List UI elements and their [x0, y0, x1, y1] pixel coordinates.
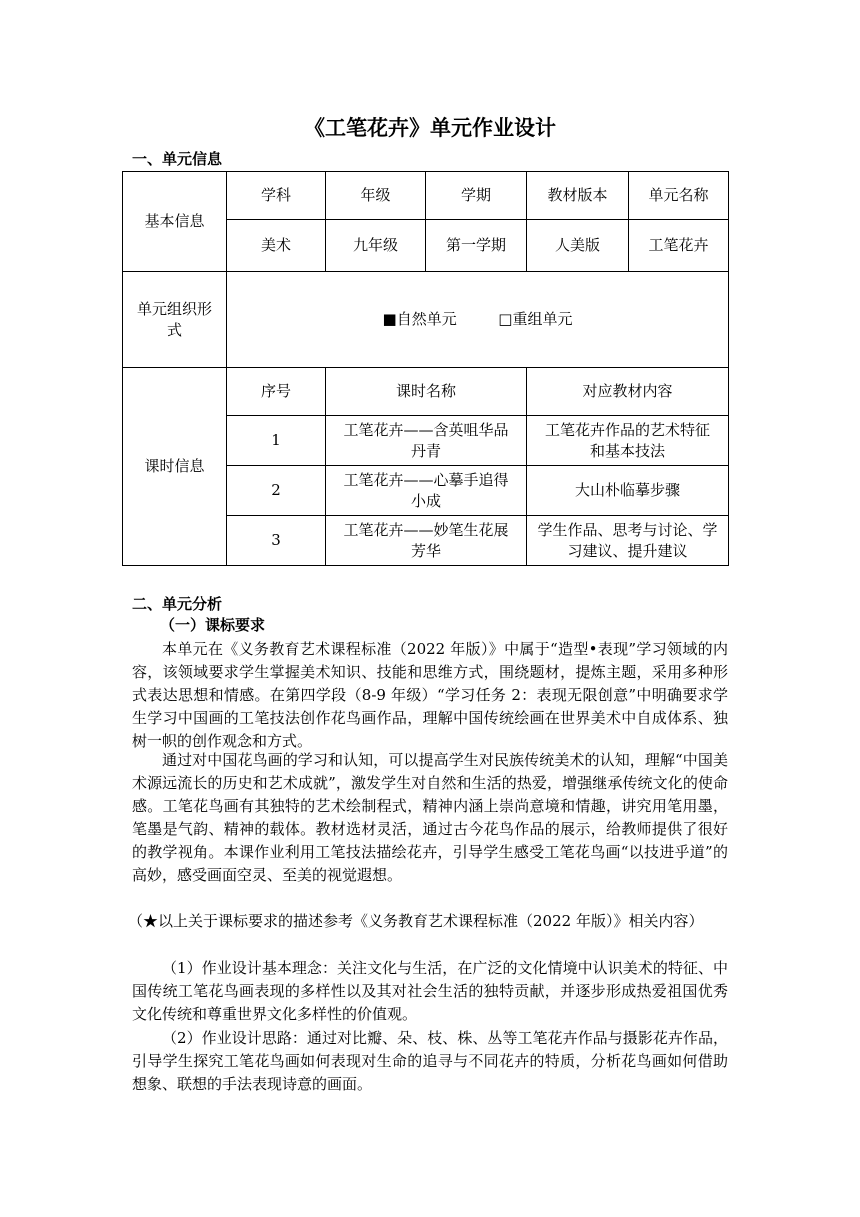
header-unit-name: 单元名称 — [629, 172, 729, 220]
lesson-no: 2 — [227, 466, 326, 516]
lesson-no: 3 — [227, 516, 326, 566]
page-title: 《工笔花卉》单元作业设计 — [304, 116, 556, 140]
lesson-content: 学生作品、思考与讨论、学习建议、提升建议 — [527, 516, 729, 566]
header-term: 学期 — [426, 172, 527, 220]
regrouped-unit-option — [498, 310, 572, 328]
section-heading-unit-info: 一、单元信息 — [132, 150, 223, 168]
lesson-info-label: 课时信息 — [123, 368, 227, 566]
reference-note: （★以上关于课标要求的描述参考《义务教育艺术课程标准（2022 年版）》相关内容） — [128, 912, 704, 930]
value-term: 第一学期 — [426, 220, 527, 272]
lesson-name: 工笔花卉——含英咀华品丹青 — [326, 416, 527, 466]
header-lesson-name: 课时名称 — [326, 368, 527, 416]
paragraph-curriculum-1: 本单元在《义务教育艺术课程标准（2022 年版）》中属于“造型•表现”学习领域的内容，该领域要求学生掌握美术知识、技能和思维方式，围绕题材，提炼主题，采用多种形式表达思想和情感。在第四学段（8-9 年级）“学习任务 2：表现无限创意”中明确要求学生学习中国画的工笔技法创作花鸟画作品，理解中国传统绘画在世界美术中自成体系、独树一帜的创作观念和方式。 — [132, 640, 728, 750]
basic-info-label: 基本信息 — [123, 172, 227, 272]
lesson-no: 1 — [227, 416, 326, 466]
paragraph-design-concept: （1）作业设计基本理念：关注文化与生活，在广泛的文化情境中认识美术的特征、中国传统工笔花鸟画表现的多样性以及其对社会生活的独特贡献，并逐步形成热爱祖国优秀文化传统和尊重世界文化多样性的价值观。 — [132, 959, 728, 1023]
organization-label: 单元组织形式 — [123, 272, 227, 368]
header-lesson-no: 序号 — [227, 368, 326, 416]
value-subject: 美术 — [227, 220, 326, 272]
paragraph-curriculum-2: 通过对中国花鸟画的学习和认知，可以提高学生对民族传统美术的认知，理解“中国美术源远流长的历史和艺术成就”，激发学生对自然和生活的热爱，增强继承传统文化的使命感。工笔花鸟画有其独特的艺术绘制程式，精神内涵上崇尚意境和情趣，讲究用笔用墨，笔墨是气韵、精神的载体。教材选材灵活，通过古今花鸟作品的展示，给教师提供了很好的教学视角。本课作业利用工笔技法描绘花卉，引导学生感受工笔花鸟画“以技进乎道”的高妙，感受画面空灵、至美的视觉遐想。 — [132, 751, 728, 884]
header-edition: 教材版本 — [527, 172, 629, 220]
header-lesson-content: 对应教材内容 — [527, 368, 729, 416]
lesson-content: 大山朴临摹步骤 — [527, 466, 729, 516]
header-grade: 年级 — [326, 172, 426, 220]
regrouped-unit-label: 重组单元 — [512, 310, 573, 328]
value-unit-name: 工笔花卉 — [629, 220, 729, 272]
paragraph-design-idea: （2）作业设计思路：通过对比瓣、朵、枝、株、丛等工笔花卉作品与摄影花卉作品，引导学生探究工笔花鸟画如何表现对生命的追寻与不同花卉的特质，分析花鸟画如何借助想象、联想的手法表现诗意的画面。 — [132, 1029, 728, 1093]
natural-unit-option — [383, 310, 462, 328]
checked-box-icon: ■ — [382, 310, 397, 328]
value-grade: 九年级 — [326, 220, 426, 272]
lesson-name: 工笔花卉——心摹手追得小成 — [326, 466, 527, 516]
unit-info-table — [122, 171, 729, 566]
natural-unit-label: 自然单元 — [396, 310, 457, 328]
section-heading-unit-analysis: 二、单元分析 — [132, 595, 223, 613]
sub-heading-curriculum: （一）课标要求 — [160, 616, 266, 634]
header-subject: 学科 — [227, 172, 326, 220]
unchecked-box-icon: □ — [498, 310, 513, 328]
lesson-name: 工笔花卉——妙笔生花展芳华 — [326, 516, 527, 566]
value-edition: 人美版 — [527, 220, 629, 272]
lesson-content: 工笔花卉作品的艺术特征和基本技法 — [527, 416, 729, 466]
organization-options — [227, 272, 729, 368]
